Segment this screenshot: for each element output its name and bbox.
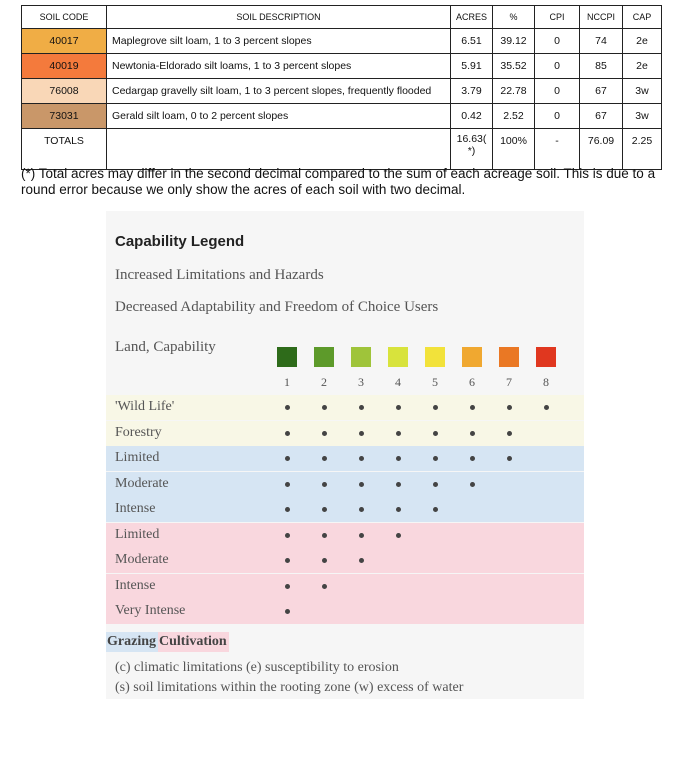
- cell-cap: 3w: [623, 104, 662, 129]
- class-3-number: 3: [358, 375, 364, 389]
- legend-row-label: Very Intense: [115, 603, 186, 618]
- cell-soil-description: Maplegrove silt loam, 1 to 3 percent slopes: [107, 29, 451, 54]
- legend-row-label: Moderate: [115, 552, 169, 567]
- cell-cpi: 0: [535, 79, 580, 104]
- legend-row-label: Limited: [115, 450, 160, 465]
- capability-legend: [106, 211, 584, 699]
- capability-dot-class-3: [359, 558, 364, 563]
- legend-row-limited: [106, 523, 584, 548]
- capability-dot-class-3: [359, 431, 364, 436]
- cell-percent: 35.52: [493, 54, 535, 79]
- legend-land-capability: Land, Capability: [115, 339, 216, 355]
- cell-soil-code: 40017: [22, 29, 107, 54]
- capability-dot-class-1: [285, 482, 290, 487]
- class-3-swatch: [351, 347, 371, 367]
- header-cpi: CPI: [535, 6, 580, 29]
- legend-title: Capability Legend: [115, 233, 245, 250]
- cell-soil-code: 73031: [22, 104, 107, 129]
- cell-total-cpi: -: [535, 129, 580, 170]
- capability-dot-class-1: [285, 456, 290, 461]
- capability-dot-class-1: [285, 405, 290, 410]
- capability-dot-class-2: [322, 558, 327, 563]
- legend-row-label: Moderate: [115, 475, 169, 491]
- capability-dot-class-5: [433, 507, 438, 512]
- capability-dot-class-6: [470, 456, 475, 461]
- cell-soil-code: 76008: [22, 79, 107, 104]
- round-error-note: (*) Total acres may differ in the second decimal compared to the sum of each acreage soil. This is due to a round error because we only show the acres of each soil with two decimal.: [21, 166, 656, 197]
- limits-line-2: (s) soil limitations within the rooting zone (w) excess of water: [115, 680, 464, 695]
- class-4-number: 4: [395, 375, 401, 389]
- legend-row-moderate: [106, 472, 584, 497]
- capability-dot-class-3: [359, 507, 364, 512]
- totals-row: [22, 129, 662, 170]
- capability-dot-class-1: [285, 584, 290, 589]
- cell-percent: 22.78: [493, 79, 535, 104]
- cell-cap: 2e: [623, 29, 662, 54]
- legend-row-label: 'Wild Life': [115, 399, 175, 414]
- header-soil-description: SOIL DESCRIPTION: [107, 6, 451, 29]
- cell-nccpi: 67: [580, 79, 623, 104]
- capability-dot-class-1: [285, 558, 290, 563]
- capability-dot-class-2: [322, 507, 327, 512]
- limits-line-1: (c) climatic limitations (e) susceptibility to erosion: [115, 660, 399, 675]
- table-header-row: [22, 6, 662, 29]
- legend-increased-limitations: Increased Limitations and Hazards: [115, 267, 324, 283]
- class-5-swatch: [425, 347, 445, 367]
- cell-empty: [107, 129, 451, 170]
- capability-dot-class-2: [322, 584, 327, 589]
- cell-soil-code: 40019: [22, 54, 107, 79]
- cell-soil-description: Newtonia-Eldorado silt loams, 1 to 3 percent slopes: [107, 54, 451, 79]
- capability-dot-class-1: [285, 507, 290, 512]
- cell-percent: 39.12: [493, 29, 535, 54]
- capability-dot-class-5: [433, 456, 438, 461]
- cell-nccpi: 67: [580, 104, 623, 129]
- class-6-swatch: [462, 347, 482, 367]
- cell-cap: 2e: [623, 54, 662, 79]
- cell-total-percent: 100%: [493, 129, 535, 170]
- header-cap: CAP: [623, 6, 662, 29]
- cell-totals-label: TOTALS: [22, 129, 107, 170]
- cell-nccpi: 74: [580, 29, 623, 54]
- soil-table: [21, 5, 662, 170]
- legend-row-label: Intense: [115, 501, 156, 516]
- capability-dot-class-2: [322, 456, 327, 461]
- legend-row-very-intense: [106, 599, 584, 624]
- cell-cpi: 0: [535, 54, 580, 79]
- class-2-number: 2: [321, 375, 327, 389]
- class-8-number: 8: [543, 375, 549, 389]
- grazing-key: Grazing: [106, 632, 158, 652]
- cell-percent: 2.52: [493, 104, 535, 129]
- capability-dot-class-3: [359, 456, 364, 461]
- capability-dot-class-4: [396, 456, 401, 461]
- legend-row-label: Limited: [115, 526, 160, 542]
- cell-acres: 6.51: [451, 29, 493, 54]
- legend-row-wild-life: [106, 395, 584, 420]
- capability-dot-class-4: [396, 431, 401, 436]
- cell-acres: 0.42: [451, 104, 493, 129]
- class-2-swatch: [314, 347, 334, 367]
- cell-total-acres: 16.63( *): [451, 129, 493, 170]
- capability-dot-class-4: [396, 533, 401, 538]
- capability-dot-class-3: [359, 405, 364, 410]
- capability-dot-class-7: [507, 431, 512, 436]
- capability-dot-class-3: [359, 533, 364, 538]
- class-7-number: 7: [506, 375, 512, 389]
- cell-cpi: 0: [535, 104, 580, 129]
- class-1-swatch: [277, 347, 297, 367]
- cell-cap: 3w: [623, 79, 662, 104]
- capability-dot-class-2: [322, 482, 327, 487]
- legend-decreased-adaptability: Decreased Adaptability and Freedom of Choice Users: [115, 299, 439, 315]
- legend-row-intense: [106, 574, 584, 599]
- capability-dot-class-3: [359, 482, 364, 487]
- capability-dot-class-2: [322, 405, 327, 410]
- legend-row-limited: [106, 446, 584, 471]
- cell-nccpi: 85: [580, 54, 623, 79]
- capability-dot-class-6: [470, 431, 475, 436]
- capability-dot-class-5: [433, 405, 438, 410]
- class-7-swatch: [499, 347, 519, 367]
- legend-row-label: Forestry: [115, 424, 162, 440]
- capability-dot-class-6: [470, 405, 475, 410]
- capability-dot-class-1: [285, 609, 290, 614]
- class-4-swatch: [388, 347, 408, 367]
- cell-acres: 3.79: [451, 79, 493, 104]
- cell-soil-description: Gerald silt loam, 0 to 2 percent slopes: [107, 104, 451, 129]
- cell-total-nccpi: 76.09: [580, 129, 623, 170]
- table-row: [22, 104, 662, 129]
- capability-dot-class-1: [285, 431, 290, 436]
- legend-row-moderate: [106, 548, 584, 573]
- capability-dot-class-4: [396, 482, 401, 487]
- header-nccpi: NCCPI: [580, 6, 623, 29]
- table-row: [22, 29, 662, 54]
- legend-row-intense: [106, 497, 584, 522]
- capability-dot-class-7: [507, 405, 512, 410]
- table-row: [22, 79, 662, 104]
- class-6-number: 6: [469, 375, 475, 389]
- header-soil-code: SOIL CODE: [22, 6, 107, 29]
- cultivation-key: Cultivation: [158, 632, 229, 652]
- capability-dot-class-5: [433, 482, 438, 487]
- legend-row-forestry: [106, 421, 584, 446]
- cell-soil-description: Cedargap gravelly silt loam, 1 to 3 percent slopes, frequently flooded: [107, 79, 451, 104]
- capability-dot-class-4: [396, 405, 401, 410]
- cell-cpi: 0: [535, 29, 580, 54]
- header-percent: %: [493, 6, 535, 29]
- capability-dot-class-2: [322, 431, 327, 436]
- cell-acres: 5.91: [451, 54, 493, 79]
- class-1-number: 1: [284, 375, 290, 389]
- capability-dot-class-4: [396, 507, 401, 512]
- legend-row-label: Intense: [115, 577, 156, 593]
- legend-keys: [106, 632, 229, 654]
- capability-dot-class-7: [507, 456, 512, 461]
- capability-dot-class-5: [433, 431, 438, 436]
- class-8-swatch: [536, 347, 556, 367]
- cell-total-cap: 2.25: [623, 129, 662, 170]
- capability-dot-class-8: [544, 405, 549, 410]
- capability-dot-class-1: [285, 533, 290, 538]
- table-row: [22, 54, 662, 79]
- class-5-number: 5: [432, 375, 438, 389]
- capability-dot-class-6: [470, 482, 475, 487]
- capability-dot-class-2: [322, 533, 327, 538]
- header-acres: ACRES: [451, 6, 493, 29]
